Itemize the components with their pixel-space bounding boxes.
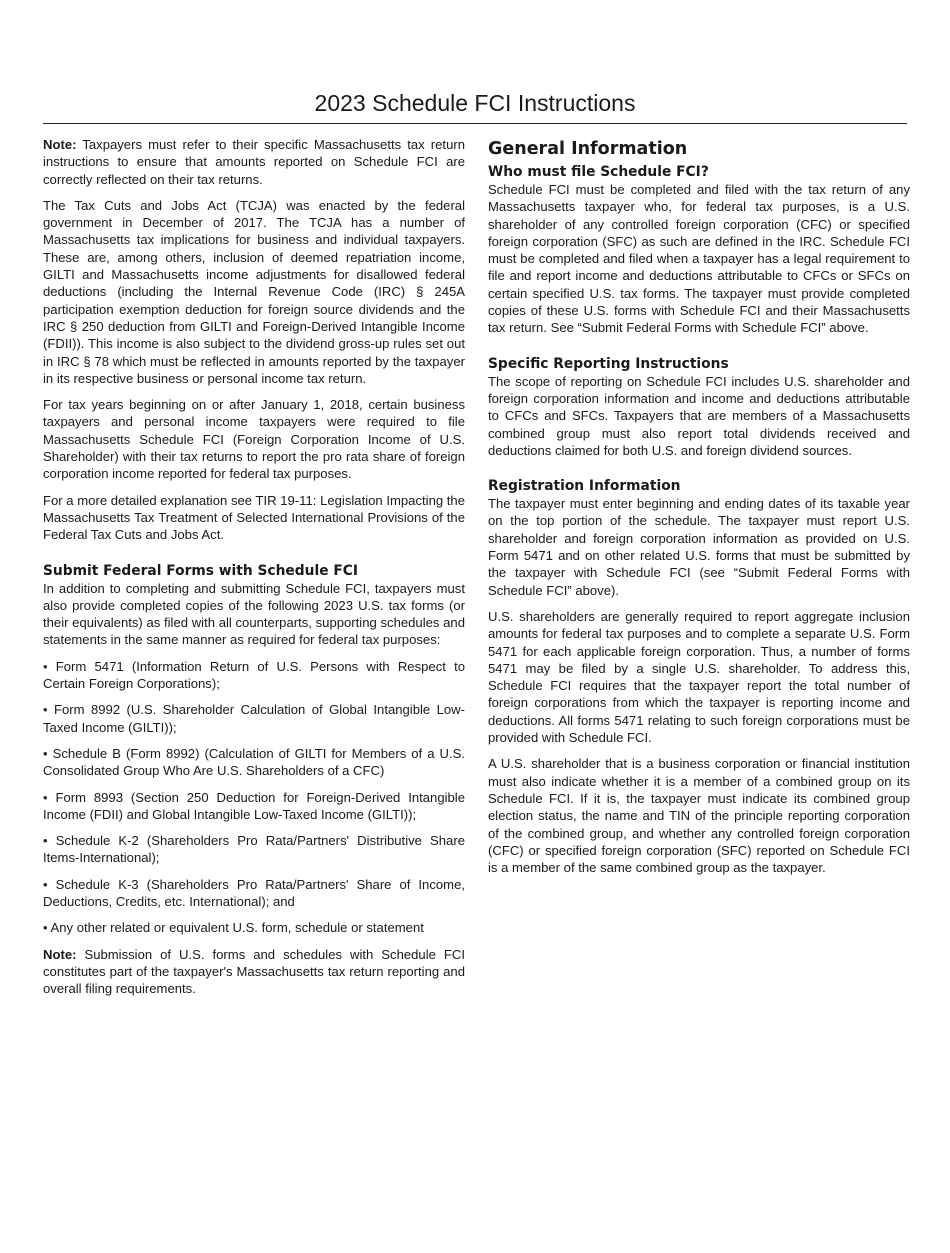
tax-years-paragraph: For tax years beginning on or after January 1, 2018, certain business taxpayers and personal income taxpayers were required to file Massachusetts Schedule FCI (Foreign Corporation Income of U.S. Shareholder) with their tax returns to report the pro rata share of foreign corporation income reported for federal tax purposes. (43, 397, 465, 482)
registration-paragraph: The taxpayer must enter beginning and ending dates of its taxable year on the top portion of the schedule. The taxpayer must report U.S. shareholder and foreign corporation information as provided on U.S. Form 5471 and on other related U.S. forms that must be submitted by the taxpayer with Schedule FCI (see “Submit Federal Forms with Schedule FCI” above). (488, 496, 910, 598)
specific-reporting-heading: Specific Reporting Instructions (488, 355, 729, 372)
tir-paragraph: For a more detailed explanation see TIR 19-11: Legislation Impacting the Massachusetts Tax Treatment of Selected International Provisions of the Federal Tax Cuts and Jobs Act. (43, 492, 465, 543)
list-item: • Schedule B (Form 8992) (Calculation of GILTI for Members of a U.S. Consolidated Group Who Are U.S. Shareholders of a CFC) (43, 745, 465, 779)
left-column (43, 136, 465, 1006)
list-item: • Form 5471 (Information Return of U.S. Persons with Respect to Certain Foreign Corporations); (43, 658, 465, 692)
submit-forms-heading: Submit Federal Forms with Schedule FCI (43, 562, 359, 579)
list-item: • Schedule K-3 (Shareholders Pro Rata/Partners' Share of Income, Deductions, Credits, etc. International); and (43, 876, 465, 909)
specific-reporting-paragraph: The scope of reporting on Schedule FCI includes U.S. shareholder and foreign corporation information and income and deductions attributable to CFCs and SFCs. Taxpayers that are members of a Massachusetts combined group must also report total dividends received and deductions claimed for both U.S. and foreign dividend sources. (488, 373, 910, 458)
combined-group-paragraph: A U.S. shareholder that is a business corporation or financial institution must also indicate whether it is a member of a combined group on its Schedule FCI. If it is, the taxpayer must indicate its combined group election status, the name and TIN of the principle reporting corporation of the combined group, and whether any controlled foreign corporation (CFC) or specified foreign corporation (SFC) reported on Schedule FCI is a member of the same combined group as the taxpayer. (488, 756, 910, 876)
list-item: • Form 8992 (U.S. Shareholder Calculation of Global Intangible Low-Taxed Income (GILTI)); (43, 702, 465, 735)
note-label: Note: (43, 137, 77, 152)
general-information-heading: General Information (488, 139, 688, 159)
list-item: • Form 8993 (Section 250 Deduction for Foreign-Derived Intangible Income (FDII) and Global Intangible Low-Taxed Income (GILTI)); (43, 789, 465, 822)
right-column (488, 136, 910, 885)
list-item: • Schedule K-2 (Shareholders Pro Rata/Partners' Distributive Share Items-International); (43, 833, 465, 866)
page-title: 2023 Schedule FCI Instructions (314, 90, 636, 116)
note-label: Note: (43, 946, 77, 962)
note-text: Taxpayers must refer to their specific Massachusetts tax return instructions to ensure that amounts reported on Schedule FCI are correctly reflected on their tax returns. (43, 137, 465, 187)
registration-heading: Registration Information (488, 478, 681, 495)
note-text: Submission of U.S. forms and schedules with Schedule FCI constitutes part of the taxpayer's Massachusetts tax return reporting and overall filing requirements. (43, 946, 465, 997)
title-divider (43, 123, 907, 124)
who-must-file-heading: Who must file Schedule FCI? (488, 164, 709, 180)
submission-note-paragraph (43, 946, 465, 998)
submit-forms-paragraph: In addition to completing and submitting Schedule FCI, taxpayers must also provide completed copies of the following 2023 U.S. tax forms (or their equivalents) as filed with all counterparts, supporting schedules and statements in the same manner as required for federal tax purposes: (43, 580, 465, 648)
note-paragraph (43, 136, 465, 188)
who-must-file-paragraph: Schedule FCI must be completed and filed with the tax return of any Massachusetts taxpayer who, for federal tax purposes, is a U.S. shareholder of any controlled foreign corporation (CFC) or specified foreign corporation (SFC) as such are defined in the IRC. Schedule FCI must be completed and filed when a taxpayer has a legal requirement to file and report income and deductions attributable to CFCs or SFCs on certain specified U.S. tax forms. The taxpayer must provide completed copies of these U.S. forms with Schedule FCI and their Massachusetts tax return. See “Submit Federal Forms with Schedule FCI” above. (488, 182, 910, 336)
shareholders-paragraph: U.S. shareholders are generally required to report aggregate inclusion amounts for federal tax purposes and to complete a separate U.S. Form 5471 for each applicable foreign corporation. Thus, a number of forms 5471 may be filed by a single U.S. shareholder. To address this, Schedule FCI requires that the taxpayer report the total number of foreign corporations from which the taxpayer is reporting income and deductions. All forms 5471 relating to such foreign corporations must be provided with Schedule FCI. (488, 608, 910, 746)
list-item: • Any other related or equivalent U.S. form, schedule or statement (43, 920, 424, 936)
tcja-paragraph: The Tax Cuts and Jobs Act (TCJA) was enacted by the federal government in December of 2017. The TCJA has a number of Massachusetts tax implications for business and individual taxpayers. These are, among others, inclusion of deemed repatriation income, GILTI and Massachusetts income adjustments for disallowed federal deductions (including the Internal Revenue Code (IRC) § 245A participation exemption deduction for foreign source dividends and the IRC § 250 deduction from GILTI and Foreign-Derived Intangible Income (FDII)). This income is also subject to the dividend gross-up rules set out in IRC § 78 which must be reflected in amounts reported by the taxpayer in its respective business or personal income tax return. (43, 197, 465, 386)
